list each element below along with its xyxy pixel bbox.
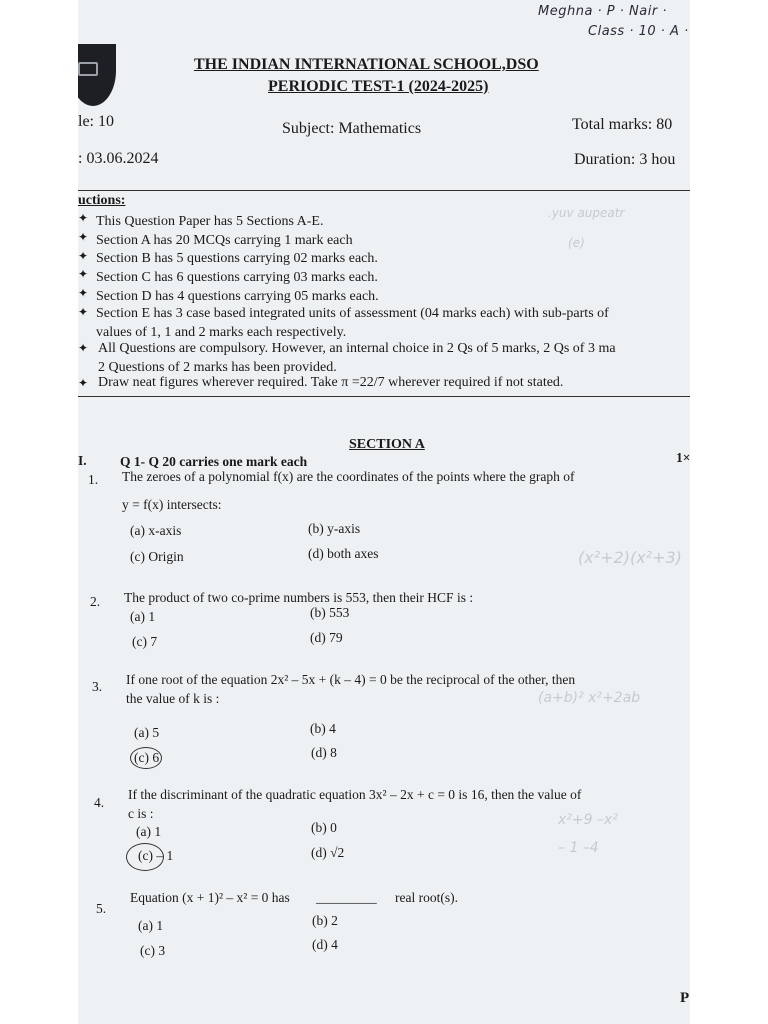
option: (c) 6 [134, 750, 160, 765]
question-text: real root(s). [395, 890, 458, 905]
option: (a) x-axis [130, 523, 182, 538]
instructions-heading: uctions: [78, 193, 126, 208]
bleed-through-scribble: – 1 –4 [558, 840, 599, 856]
instruction-item: All Questions are compulsory. However, an internal choice in 2 Qs of 5 marks, 2 Qs of 3 ma [98, 341, 616, 356]
header-divider [78, 190, 690, 191]
bullet-icon: ✦ [78, 211, 89, 225]
question-number: 2. [90, 594, 101, 609]
section-a-subtitle: Q 1- Q 20 carries one mark each [120, 454, 308, 469]
option: (d) 4 [312, 937, 338, 952]
student-name: Meghna · P · Nair · [538, 4, 667, 19]
bullet-icon: ✦ [78, 230, 89, 244]
option: (c) 3 [140, 943, 166, 958]
exam-date: : 03.06.2024 [78, 150, 159, 167]
instruction-item: Draw neat figures wherever required. Take π =22/7 wherever required if not stated. [98, 375, 564, 390]
option: (a) 1 [136, 824, 162, 839]
option: (b) 0 [311, 820, 337, 835]
bullet-icon: ✦ [78, 376, 89, 390]
question-text: The product of two co-prime numbers is 553, then their HCF is : [124, 590, 474, 605]
question-paper [78, 0, 690, 1024]
instruction-item: Section A has 20 MCQs carrying 1 mark each [96, 233, 353, 248]
question-text: If the discriminant of the quadratic equation 3x² – 2x + c = 0 is 16, then the value of [128, 787, 582, 802]
school-crest-icon [78, 44, 116, 106]
bullet-icon: ✦ [78, 305, 89, 319]
option: (a) 5 [134, 725, 160, 740]
question-text: y = f(x) intersects: [122, 497, 222, 512]
answer-mark-circle [126, 843, 164, 871]
bullet-icon: ✦ [78, 267, 89, 281]
bleed-through-scribble: .yuv aupeatr [548, 206, 625, 220]
instruction-item: Section D has 4 questions carrying 05 marks each. [96, 289, 379, 304]
instructions-divider [78, 396, 690, 397]
total-marks: Total marks: 80 [572, 116, 673, 133]
student-class: Class · 10 · A · [588, 24, 689, 39]
instruction-item: Section B has 5 questions carrying 02 marks each. [96, 251, 378, 266]
instruction-item: 2 Questions of 2 marks has been provided. [98, 360, 337, 375]
question-number: 5. [96, 901, 107, 916]
question-number: 4. [94, 795, 105, 810]
option: (c) – 1 [138, 848, 174, 863]
instruction-item: values of 1, 1 and 2 marks each respectively. [96, 325, 347, 340]
instruction-item: This Question Paper has 5 Sections A-E. [96, 214, 324, 229]
option: (d) 79 [310, 630, 343, 645]
option: (a) 1 [130, 609, 156, 624]
question-text: Equation (x + 1)² – x² = 0 has [130, 890, 290, 905]
option: (c) 7 [132, 634, 158, 649]
question-text: the value of k is : [126, 691, 220, 706]
option: (a) 1 [138, 918, 164, 933]
option: (b) 2 [312, 913, 338, 928]
question-text: If one root of the equation 2x² – 5x + (k – 4) = 0 be the reciprocal of the other, then [126, 672, 576, 687]
bleed-through-scribble: x²+9 –x² [558, 812, 618, 828]
subject-label: Subject: Mathematics [282, 120, 422, 137]
bleed-through-scribble: (e) [568, 236, 585, 250]
bleed-through-scribble: (a+b)² x²+2ab [538, 690, 641, 706]
instruction-item: Section E has 3 case based integrated units of assessment (04 marks each) with sub-parts of [96, 306, 609, 321]
section-a-roman: I. [78, 453, 87, 468]
section-a-title: SECTION A [349, 437, 425, 452]
grade-label: le: 10 [78, 113, 114, 130]
test-title: PERIODIC TEST-1 (2024-2025) [268, 78, 489, 95]
question-blank: _________ [316, 890, 377, 905]
question-text: The zeroes of a polynomial f(x) are the coordinates of the points where the graph of [122, 469, 575, 484]
option: (b) 4 [310, 721, 336, 736]
bullet-icon: ✦ [78, 249, 89, 263]
bullet-icon: ✦ [78, 341, 89, 355]
option: (b) y-axis [308, 521, 361, 536]
page-letter: P [680, 990, 690, 1006]
instruction-item: Section C has 6 questions carrying 03 marks each. [96, 270, 378, 285]
duration: Duration: 3 hou [574, 151, 676, 168]
question-number: 1. [88, 472, 99, 487]
marks-note: 1× [676, 450, 690, 465]
answer-mark-circle [130, 747, 162, 769]
option: (b) 553 [310, 605, 350, 620]
bullet-icon: ✦ [78, 286, 89, 300]
option: (c) Origin [130, 549, 184, 564]
question-text: c is : [128, 806, 154, 821]
school-name: THE INDIAN INTERNATIONAL SCHOOL,DSO [194, 56, 539, 73]
option: (d) √2 [311, 845, 345, 860]
option: (d) both axes [308, 546, 379, 561]
bleed-through-scribble: (x²+2)(x²+3) [578, 548, 682, 567]
question-number: 3. [92, 679, 103, 694]
option: (d) 8 [311, 745, 337, 760]
